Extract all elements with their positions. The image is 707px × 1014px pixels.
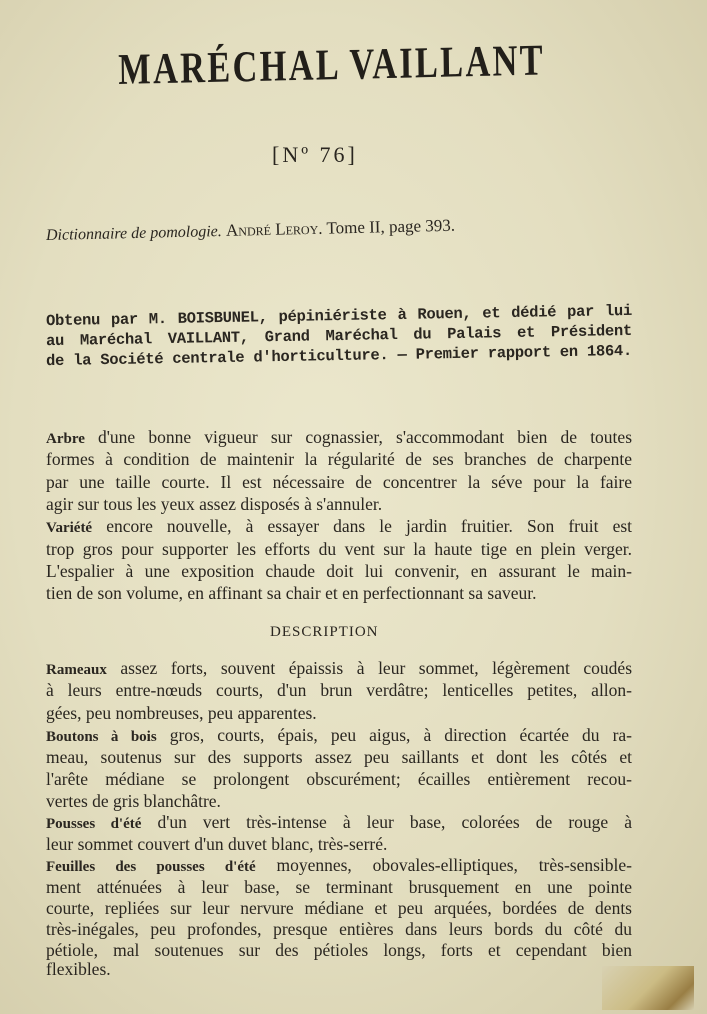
paragraph-line xyxy=(46,790,632,812)
citation-ref: Tome II, page 393. xyxy=(326,215,456,238)
line-text: trop gros pour supporter les efforts du vent sur la haute tige en plein verger. xyxy=(46,539,632,559)
paragraph-lead: Arbre xyxy=(46,431,85,447)
paragraph-line xyxy=(46,768,632,790)
line-text: flexibles. xyxy=(46,959,111,979)
paragraph-line xyxy=(46,426,632,450)
paragraph-lead: Feuilles des pousses d'été xyxy=(46,859,256,875)
citation-author: André Leroy. xyxy=(225,218,323,240)
line-text: gées, peu nombreuses, peu apparentes. xyxy=(46,703,317,723)
line-text: l'arête médiane se prolongent obscurément; écailles entièrement recou- xyxy=(46,769,632,789)
line-text: meau, soutenus sur des supports assez peu saillants et dont les côtés et xyxy=(46,747,632,767)
origin-line: de la Société centrale d'horticulture. — Premier rapport en 1864. xyxy=(45,341,633,371)
paragraph-line xyxy=(46,958,632,980)
paragraph-line xyxy=(46,897,632,919)
line-text: vertes de gris blanchâtre. xyxy=(46,791,221,811)
line-text: tien de son volume, en affinant sa chair et en perfectionnant sa saveur. xyxy=(46,583,537,603)
line-text: encore nouvelle, à essayer dans le jardin fruitier. Son fruit est xyxy=(106,516,633,536)
line-text: L'espalier à une exposition chaude doit lui convenir, en assurant le main- xyxy=(46,561,632,581)
line-text: formes à condition de maintenir la régularité de ses branches de charpente xyxy=(46,449,632,469)
line-text: d'un vert très-intense à leur base, colorées de rouge à xyxy=(157,812,633,832)
paragraph-line xyxy=(46,876,632,898)
paragraph-line xyxy=(46,811,632,835)
paragraph-lead: Rameaux xyxy=(46,662,107,678)
line-text: très-inégales, peu profondes, presque entières dans leurs bords du côté du xyxy=(46,919,632,939)
citation-work: Dictionnaire de pomologie. xyxy=(45,223,222,244)
paragraph-line xyxy=(46,724,632,748)
paragraph-line xyxy=(46,833,632,855)
line-text: d'une bonne vigueur sur cognassier, s'accommodant bien de toutes xyxy=(98,427,633,447)
line-text: agir sur tous les yeux assez disposés à s'annuler. xyxy=(46,494,383,514)
variety-number: [Nº 76] xyxy=(272,142,358,167)
line-text: pétiole, mal soutenues sur des pétioles longs, forts et cependant bien xyxy=(46,940,632,960)
paragraph-line xyxy=(46,918,632,940)
line-text: ment atténuées à leur base, se terminant brusquement en une pointe xyxy=(46,877,632,897)
paragraph-lead: Pousses d'été xyxy=(46,816,142,832)
paragraph-line xyxy=(46,448,632,470)
paragraph-line xyxy=(46,702,632,724)
line-text: moyennes, obovales-elliptiques, très-sensible- xyxy=(276,855,632,875)
paragraph-line xyxy=(46,746,632,768)
origin-line: au Maréchal VAILLANT, Grand Maréchal du Palais et Président xyxy=(45,321,633,351)
origin-line: Obtenu par M. BOISBUNEL, pépiniériste à Rouen, et dédié par lui xyxy=(45,301,633,331)
corner-image-thumbnail xyxy=(602,966,694,1010)
line-text: courte, repliées sur leur nervure médiane et peu arquées, bordées de dents xyxy=(46,898,632,918)
paragraph-lead: Variété xyxy=(46,520,93,536)
paragraph-line xyxy=(46,538,632,560)
paragraph-line xyxy=(46,582,632,604)
citation xyxy=(46,216,456,245)
line-text: assez forts, souvent épaissis à leur sommet, légèrement coudés xyxy=(120,658,632,678)
paragraph-line xyxy=(46,657,632,681)
line-text: leur sommet couvert d'un duvet blanc, très-serré. xyxy=(46,834,388,854)
paragraph-lead: Boutons à bois xyxy=(46,729,157,745)
page-title: MARÉCHAL VAILLANT xyxy=(118,35,546,94)
line-text: par une taille courte. Il est nécessaire de concentrer la séve pour la faire xyxy=(46,472,632,492)
paragraph-line xyxy=(46,515,632,539)
paragraph-line xyxy=(46,471,632,493)
section-heading: DESCRIPTION xyxy=(270,624,379,640)
paragraph-line xyxy=(46,679,632,701)
paragraph-line xyxy=(46,854,632,878)
line-text: à leurs entre-nœuds courts, d'un brun verdâtre; lenticelles petites, allon- xyxy=(46,680,632,700)
paragraph-line xyxy=(46,560,632,582)
line-text: gros, courts, épais, peu aigus, à direction écartée du ra- xyxy=(169,725,633,745)
paragraph-line xyxy=(46,493,632,515)
